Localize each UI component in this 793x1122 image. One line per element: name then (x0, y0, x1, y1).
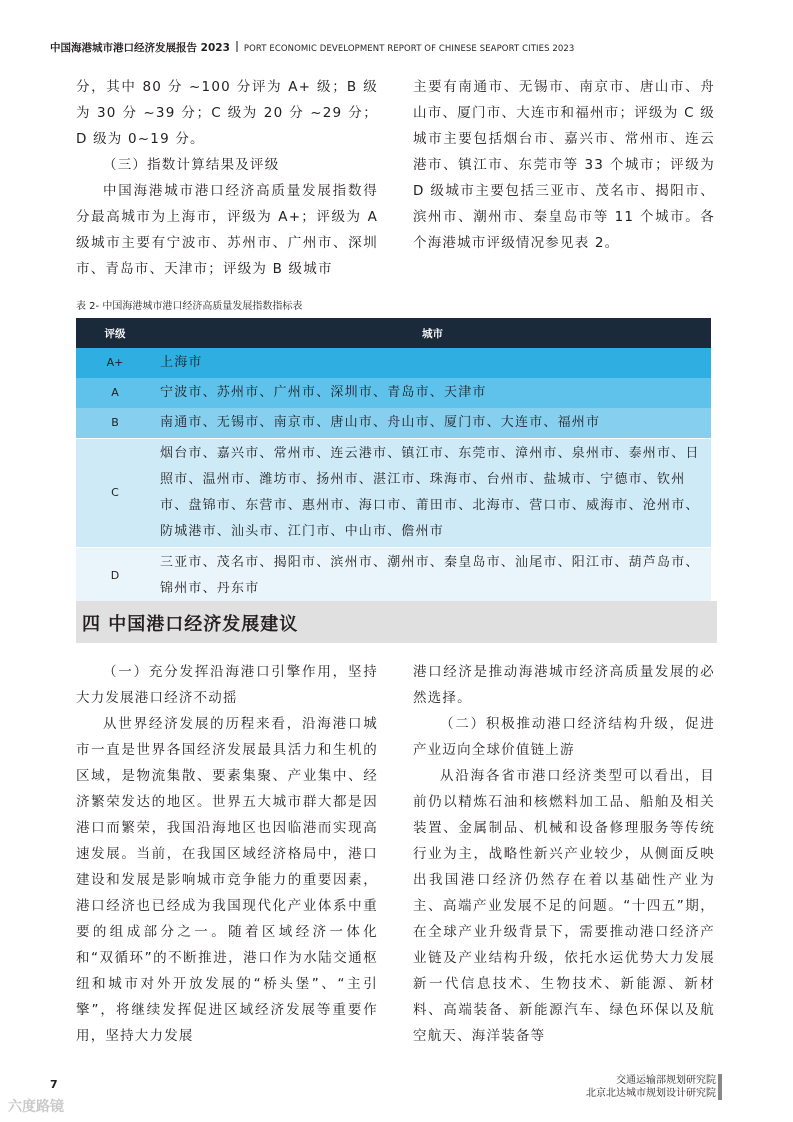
table-row (76, 408, 711, 439)
subheading: （二）积极推动港口经济结构升级，促进产业迈向全球价值链上游 (413, 716, 715, 758)
subheading: （三）指数计算结果及评级 (103, 157, 280, 173)
bottom-left-column (76, 659, 378, 1049)
grade-cell: B (76, 408, 154, 439)
table-row (76, 439, 711, 548)
paragraph: 从世界经济发展的历程来看，沿海港口城市一直是世界各国经济发展最具活力和生机的区域，是物流集散、要素集聚、产业集中、经济繁荣发达的地区。世界五大城市群大都是因港口而繁荣，我国沿海地区也因临港而实现高速发展。当前，在我国区域经济格局中，港口建设和发展是影响城市竞争能力的重要因素，港口经济也已经成为我国现代化产业体系中重要的组成部分之一。随着区域经济一体化和“双循环”的不断推进，港口作为水陆交通枢纽和城市对外开放发展的“桥头堡”、“主引擎”，将继续发挥促进区域经济发展等重要作用，坚持大力发展 (76, 716, 378, 1044)
header-divider (236, 41, 238, 52)
watermark: 六度路镜 (8, 1099, 64, 1115)
header-grade: 评级 (76, 318, 154, 348)
paragraph: 中国海港城市港口经济高质量发展指数得分最高城市为上海市，评级为 A+；评级为 A 级城市主要有宁波市、苏州市、广州市、深圳市、青岛市、天津市；评级为 B 级城市 (76, 183, 378, 277)
paragraph: 从沿海各省市港口经济类型可以看出，目前仍以精炼石油和核燃料加工品、船舶及相关装置、金属制品、机械和设备修理服务等传统行业为主，战略性新兴产业较少，从侧面反映出我国港口经济仍然存在着以基础性产业为主、高端产业发展不足的问题。“十四五”期，在全球产业升级背景下，需要推动港口经济产业链及产业结构升级，依托水运优势大力发展新一代信息技术、生物技术、新能源、新材料、高端装备、新能源汽车、绿色环保以及航空航天、海洋装备等 (413, 768, 715, 1044)
grade-cell: A+ (76, 348, 154, 378)
table-row (76, 548, 711, 605)
subheading: （一）充分发挥沿海港口引擎作用，坚持大力发展港口经济不动摇 (76, 664, 378, 706)
top-left-column (76, 74, 378, 282)
paragraph: 主要有南通市、无锡市、南京市、唐山市、舟山市、厦门市、大连市和福州市；评级为 C 级城市主要包括烟台市、嘉兴市、常州市、连云港市、镇江市、东莞市等 33 个城市；评级为 D 级城市主要包括三亚市、茂名市、揭阳市、滨州市、潮州市、秦皇岛市等 11 个城市。各个海港城市评级情况参见表 2。 (413, 79, 715, 251)
table-header-row (76, 318, 711, 348)
section-heading-bar (76, 601, 717, 643)
paragraph: 港口经济是推动海港城市经济高质量发展的必然选择。 (413, 664, 715, 706)
header-cities: 城市 (154, 318, 711, 348)
rating-table (76, 318, 711, 604)
cities-cell: 南通市、无锡市、南京市、唐山市、舟山市、厦门市、大连市、福州市 (154, 408, 711, 439)
header-title-cn: 中国海港城市港口经济发展报告 2023 (50, 42, 230, 54)
top-right-column (413, 74, 715, 256)
paragraph: 分，其中 80 分 ~100 分评为 A+ 级；B 级为 30 分 ~39 分；C 级为 20 分 ~29 分；D 级为 0~19 分。 (76, 79, 378, 147)
cities-cell: 三亚市、茂名市、揭阳市、滨州市、潮州市、秦皇岛市、汕尾市、阳江市、葫芦岛市、锦州市、丹东市 (154, 548, 711, 605)
section-title: 四 中国港口经济发展建议 (82, 614, 299, 635)
grade-cell: D (76, 548, 154, 605)
header-title-en: PORT ECONOMIC DEVELOPMENT REPORT OF CHINESE SEAPORT CITIES 2023 (243, 44, 575, 54)
cities-cell: 上海市 (154, 348, 711, 378)
page-number: 7 (50, 1078, 58, 1091)
table-row (76, 378, 711, 408)
grade-cell: A (76, 378, 154, 408)
cities-cell: 烟台市、嘉兴市、常州市、连云港市、镇江市、东莞市、漳州市、泉州市、泰州市、日照市、温州市、潍坊市、扬州市、湛江市、珠海市、台州市、盐城市、宁德市、钦州市、盘锦市、东营市、惠州市、海口市、莆田市、北海市、营口市、威海市、沧州市、防城港市、汕头市、江门市、中山市、儋州市 (154, 439, 711, 548)
grade-cell: C (76, 439, 154, 548)
running-header (50, 40, 574, 55)
footer-org-2: 北京北达城市规划设计研究院 (586, 1088, 716, 1099)
table-caption: 表 2- 中国海港城市港口经济高质量发展指数指标表 (76, 301, 303, 312)
footer-org-1: 交通运输部规划研究院 (616, 1075, 716, 1086)
footer-divider (718, 1074, 722, 1100)
table-row (76, 348, 711, 378)
footer-organizations (586, 1074, 716, 1100)
bottom-right-column (413, 659, 715, 1049)
cities-cell: 宁波市、苏州市、广州市、深圳市、青岛市、天津市 (154, 378, 711, 408)
